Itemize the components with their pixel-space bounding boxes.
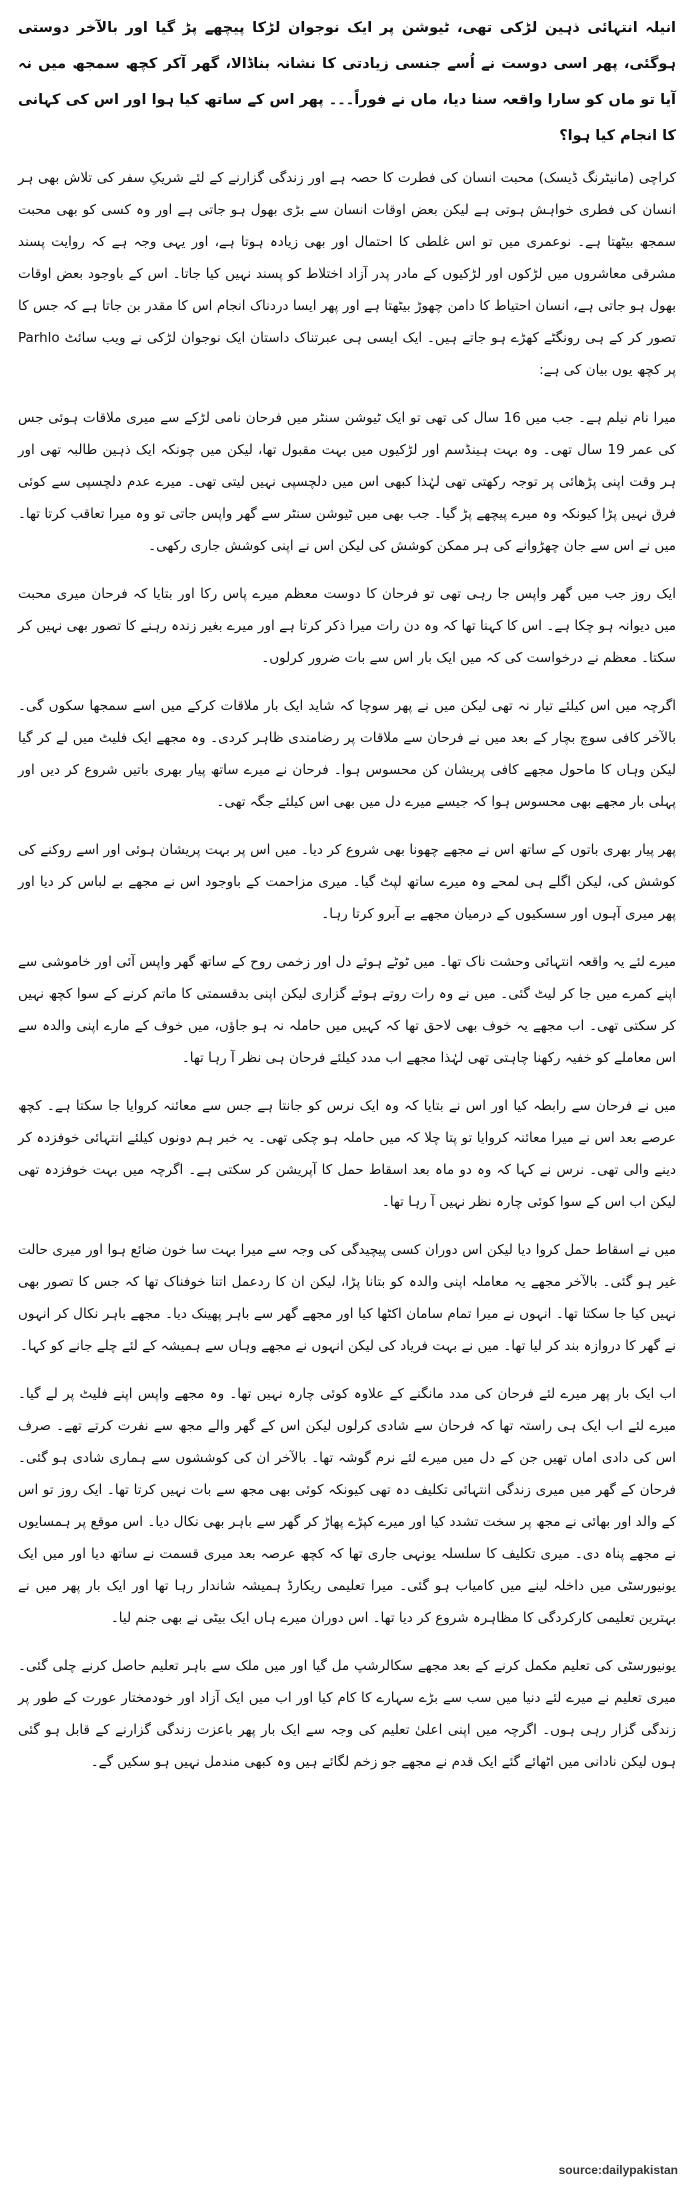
article-paragraph: میرا نام نیلم ہے۔ جب میں 16 سال کی تھی تو ایک ٹیوشن سنٹر میں فرحان نامی لڑکے سے میری ملاقات ہوئی جس کی عمر 19 سال تھی۔ وہ بہت ہینڈسم اور لڑکیوں میں بہت مقبول تھا، لیکن میں چونکہ ایک ذہین طالبہ تھی اور ہر وقت اپنی پڑھائی پر توجہ رکھتی تھی لہٰذا کبھی اس میں دلچسپی نہیں لیتی تھی۔ میرے عدم دلچسپی سے کوئی فرق نہیں پڑا کیونکہ وہ میرے پیچھے پڑ گیا۔ جب بھی میں ٹیوشن سنٹر سے گھر واپس جاتی تو وہ میرا تعاقب کرتا تھا۔ میں نے اس سے جان چھڑوانے کی ہر ممکن کوشش کی لیکن اس نے اپنی کوشش جاری رکھی۔	[18, 410, 677, 554]
source-credit: source:dailypakistan	[558, 2163, 678, 2177]
article-paragraph: میں نے فرحان سے رابطہ کیا اور اس نے بتایا کہ وہ ایک نرس کو جانتا ہے جس سے معائنہ کروایا جا سکتا ہے۔ کچھ عرصے بعد اس نے میرا معائنہ کروایا تو پتا چلا کہ میں حاملہ ہو چکی تھی۔ یہ خبر ہم دونوں کیلئے انتہائی خوفزدہ کر دینے والی تھی۔ نرس نے کہا کہ وہ دو ماہ بعد اسقاط حمل کا آپریشن کر سکتی ہے۔ اگرچہ میں بہت خوفزدہ تھی لیکن اب اس کے سوا کوئی چارہ نظر نہیں آ رہا تھا۔	[18, 1098, 676, 1210]
article-headline: انیلہ انتہائی ذہین لڑکی تھی، ٹیوشن پر ایک نوجوان لڑکا پیچھے پڑ گیا اور بالآخر دوستی ہوگئی، پھر اسی دوست نے اُسے جنسی زیادتی کا نشانہ بناڈالا، گھر آکر کچھ سمجھ میں نہ آیا تو ماں کو سارا واقعہ سنا دیا، ماں نے فوراً۔۔۔ پھر اس کے ساتھ کیا ہوا اور اس کی کہانی کا انجام کیا ہوا؟	[18, 20, 676, 144]
article-paragraph: پھر پیار بھری باتوں کے ساتھ اس نے مجھے چھونا بھی شروع کر دیا۔ میں اس پر بہت پریشان ہوئی اور اسے روکنے کی کوشش کی، لیکن اگلے ہی لمحے وہ میرے ساتھ لپٹ گیا۔ میری مزاحمت کے باوجود اس نے مجھے بے لباس کر دیا اور پھر میری آہوں اور سسکیوں کے درمیان مجھے بے آبرو کرتا رہا۔	[18, 842, 676, 922]
article-paragraph: کراچی (مانیٹرنگ ڈیسک) محبت انسان کی فطرت کا حصہ ہے اور زندگی گزارنے کے لئے شریکِ سفر کی تلاش بھی ہر انسان کی فطری خواہش ہوتی ہے لیکن بعض اوقات انسان سے بڑی بھول ہو جاتی ہے اور وہ کسی کو بھی محبت سمجھ بیٹھتا ہے۔ نوعمری میں تو اس غلطی کا احتمال اور بھی زیادہ ہوتا ہے، اور یہی وجہ ہے کہ روایت پسند مشرقی معاشروں میں لڑکوں اور لڑکیوں کے مادر پدر آزاد اختلاط کو پسند نہیں کیا جاتا۔ اس کے باوجود بعض اوقات بھول ہو جاتی ہے، انسان احتیاط کا دامن چھوڑ بیٹھتا ہے اور پھر ایسا دردناک انجام اس کا مقدر بن جاتا ہے کہ جس کا تصور کر کے ہی رونگٹے کھڑے ہو جاتے ہیں۔ ایک ایسی ہی عبرتناک داستان ایک نوجوان لڑکی نے ویب سائٹ Parhlo پر کچھ یوں بیان کی ہے:	[18, 170, 676, 378]
article-paragraph: یونیورسٹی کی تعلیم مکمل کرنے کے بعد مجھے سکالرشپ مل گیا اور میں ملک سے باہر تعلیم حاصل کرنے چلی گئی۔ میری تعلیم نے میرے لئے دنیا میں سب سے بڑے سہارے کا کام کیا اور اب میں ایک آزاد اور خودمختار عورت کے طور پر زندگی گزار رہی ہوں۔ اگرچہ میں اپنی اعلیٰ تعلیم کی وجہ سے ایک بار پھر باعزت زندگی گزارنے کے قابل ہو گئی ہوں لیکن نادانی میں اٹھائے گئے ایک قدم نے مجھے جو زخم لگائے ہیں وہ کبھی مندمل نہیں ہو سکیں گے۔	[18, 1658, 676, 1770]
article-paragraph: اب ایک بار پھر میرے لئے فرحان کی مدد مانگنے کے علاوہ کوئی چارہ نہیں تھا۔ وہ مجھے واپس اپنے فلیٹ پر لے گیا۔ میرے لئے اب ایک ہی راستہ تھا کہ فرحان سے شادی کرلوں لیکن اس کے گھر والے مجھ سے نفرت کرتے تھے۔ صرف اس کی دادی اماں تھیں جن کے دل میں میرے لئے نرم گوشہ تھا۔ بالآخر ان کی کوششوں سے ہماری شادی ہو گئی۔ فرحان کے گھر میں میری زندگی انتہائی تکلیف دہ تھی کیونکہ کوئی بھی مجھ سے بات نہیں کرتا تھا۔ ایک روز تو اس کے والد اور بھائی نے مجھ پر سخت تشدد کیا اور میرے کپڑے پھاڑ کر گھر سے باہر بھی نکال دیا۔ اس موقع پر ہمسایوں نے مجھے پناہ دی۔ میری تکلیف کا سلسلہ یونہی جاری تھا کہ کچھ عرصہ بعد میری قسمت نے ساتھ دیا اور میں ایک یونیورسٹی میں داخلہ لینے میں کامیاب ہو گئی۔ میرا تعلیمی ریکارڈ ہمیشہ شاندار رہا تھا اور ایک بار پھر میں نے بہترین تعلیمی کارکردگی کا مظاہرہ شروع کر دیا تھا۔ اس دوران میرے ہاں ایک بیٹی نے بھی جنم لیا۔	[18, 1386, 676, 1626]
article-body	[18, 10, 676, 1794]
article-paragraph: میں نے اسقاط حمل کروا دیا لیکن اس دوران کسی پیچیدگی کی وجہ سے میرا بہت سا خون ضائع ہوا اور میری حالت غیر ہو گئی۔ بالآخر مجھے یہ معاملہ اپنی والدہ کو بتانا پڑا، لیکن ان کا ردعمل اتنا خوفناک تھا کہ جس کا تصور بھی نہیں کیا جا سکتا تھا۔ انہوں نے میرا تمام سامان اکٹھا کیا اور مجھے گھر سے باہر پھینک دیا۔ مجھے باہر نکال کر انہوں نے گھر کا دروازہ بند کر لیا تھا۔ میں نے بہت فریاد کی لیکن انہوں نے مجھے وہاں سے ہمیشہ کے لئے چلے جانے کو کہا۔	[18, 1242, 676, 1354]
article-paragraph: میرے لئے یہ واقعہ انتہائی وحشت ناک تھا۔ میں ٹوٹے ہوئے دل اور زخمی روح کے ساتھ گھر واپس آئی اور خاموشی سے اپنے کمرے میں جا کر لیٹ گئی۔ میں نے وہ رات روتے ہوئے گزاری لیکن اپنی بدقسمتی کا ماتم کرنے کے سوا کچھ نہیں کر سکتی تھی۔ اب مجھے یہ خوف بھی لاحق تھا کہ کہیں میں حاملہ نہ ہو جاؤں، میں خوف کے مارے اپنی والدہ سے اس معاملے کو خفیہ رکھنا چاہتی تھی لہٰذا مجھے اب مدد کیلئے فرحان ہی نظر آ رہا تھا۔	[18, 954, 676, 1066]
article-paragraph: اگرچہ میں اس کیلئے تیار نہ تھی لیکن میں نے پھر سوچا کہ شاید ایک بار ملاقات کرکے میں اسے سمجھا سکوں گی۔ بالآخر کافی سوچ بچار کے بعد میں نے فرحان سے ملاقات پر رضامندی ظاہر کردی۔ وہ مجھے ایک فلیٹ میں لے کر گیا لیکن وہاں کا ماحول مجھے کافی پریشان کن محسوس ہوا۔ فرحان نے میرے ساتھ پیار بھری باتیں شروع کر دیں اور پہلی بار مجھے بھی محسوس ہوا کہ جیسے میرے دل میں بھی اس کیلئے جگہ تھی۔	[18, 698, 676, 810]
article-paragraph: ایک روز جب میں گھر واپس جا رہی تھی تو فرحان کا دوست معظم میرے پاس رکا اور بتایا کہ فرحان میری محبت میں دیوانہ ہو چکا ہے۔ اس کا کہنا تھا کہ وہ دن رات میرا ذکر کرتا ہے اور میرے بغیر زندہ رہنے کا تصور بھی نہیں کر سکتا۔ معظم نے درخواست کی کہ میں ایک بار اس سے بات ضرور کرلوں۔	[18, 586, 676, 666]
